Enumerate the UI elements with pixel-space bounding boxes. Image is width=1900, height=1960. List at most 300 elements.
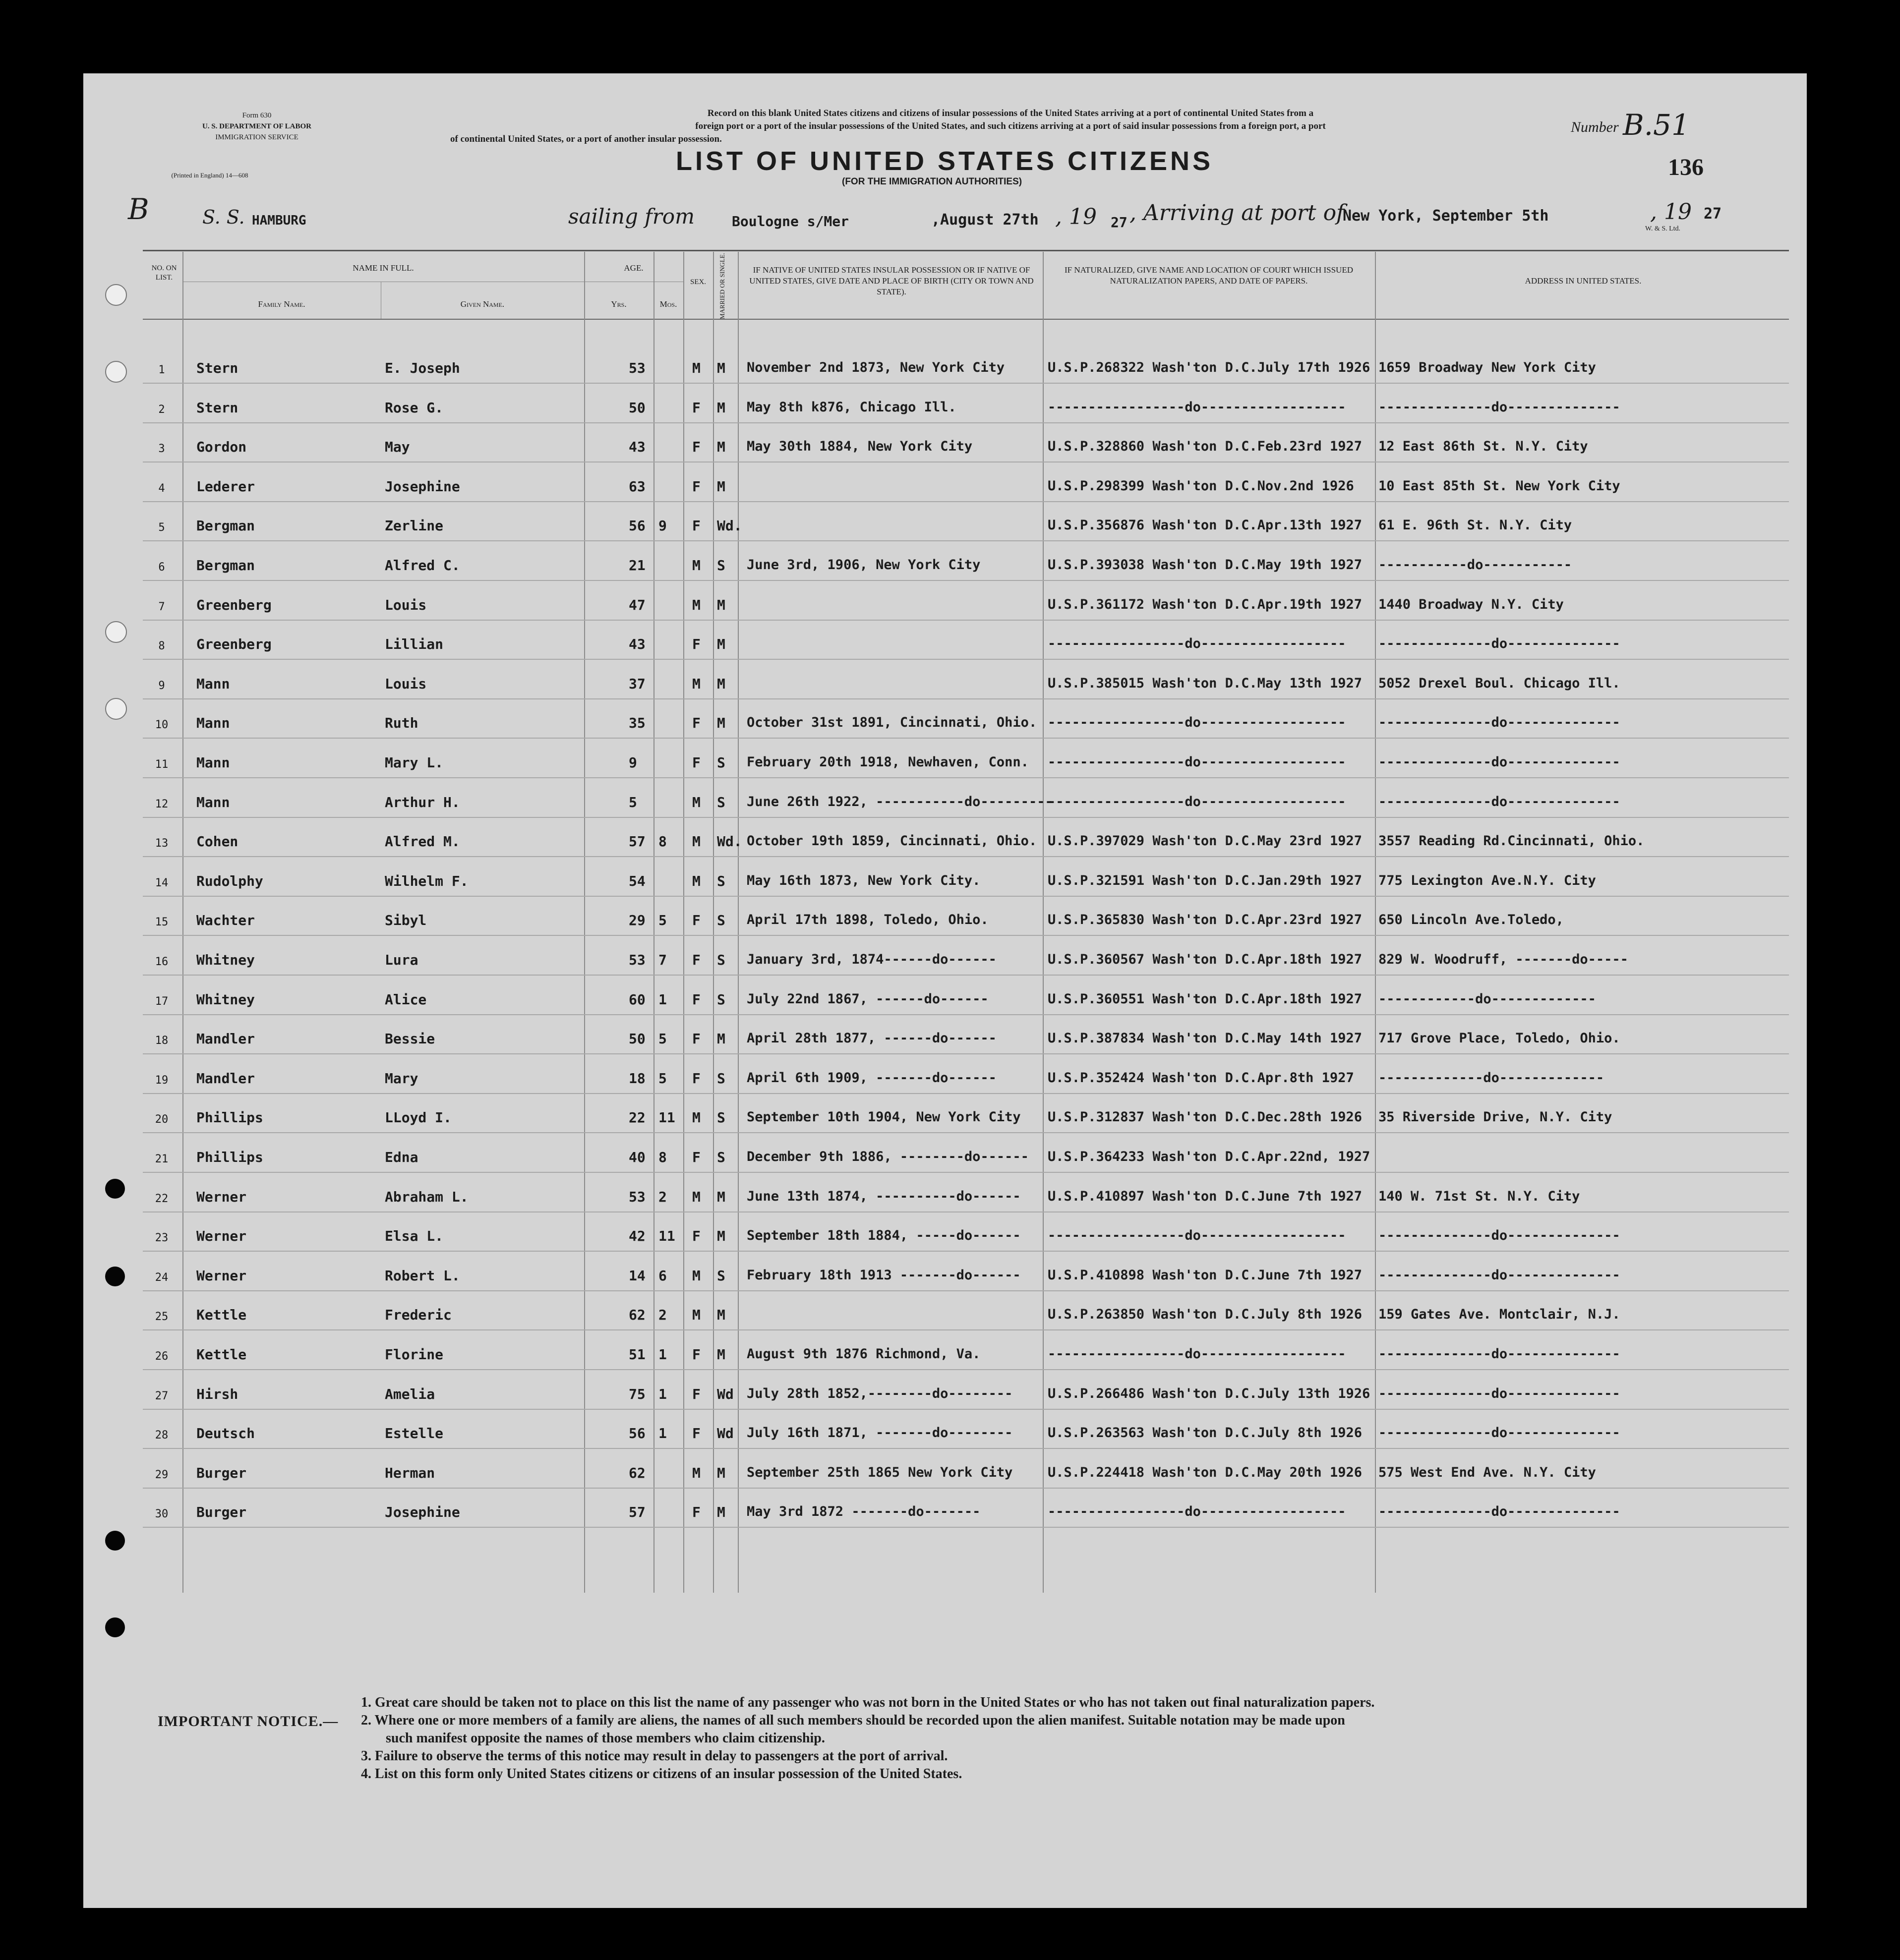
given-name: Zerline xyxy=(385,518,444,534)
row-number: 28 xyxy=(155,1429,169,1442)
family-name: Werner xyxy=(196,1228,247,1245)
row-number: 12 xyxy=(155,798,169,810)
given-name: Louis xyxy=(385,675,427,692)
row-line xyxy=(143,659,1789,660)
sex: M xyxy=(692,1307,701,1324)
birth-info: February 18th 1913 -------do------ xyxy=(747,1267,1021,1283)
family-name: Bergman xyxy=(196,557,255,574)
row-number: 26 xyxy=(155,1350,169,1363)
marital-status: Wd. xyxy=(717,518,742,534)
age-years: 56 xyxy=(629,518,646,534)
marital-status: M xyxy=(717,439,725,456)
birth-info: May 3rd 1872 -------do------- xyxy=(747,1504,981,1520)
birth-info: November 2nd 1873, New York City xyxy=(747,360,1005,375)
naturalization: U.S.P.266486 Wash'ton D.C.July 13th 1926 xyxy=(1048,1385,1370,1401)
given-name: Wilhelm F. xyxy=(385,872,469,889)
binder-hole-8 xyxy=(105,1617,125,1637)
birth-info: May 16th 1873, New York City. xyxy=(747,872,981,888)
address: 717 Grove Place, Toledo, Ohio. xyxy=(1378,1031,1620,1046)
binder-hole-4 xyxy=(105,698,127,720)
notice-label: IMPORTANT NOTICE.— xyxy=(158,1713,339,1729)
address: -------------do------------- xyxy=(1378,1070,1604,1086)
year-suffix-1: 27 xyxy=(1111,214,1128,231)
age-years: 9 xyxy=(629,754,637,771)
naturalization: U.S.P.397029 Wash'ton D.C.May 23rd 1927 xyxy=(1048,833,1362,849)
sailing-label: sailing from xyxy=(568,204,695,229)
sex: M xyxy=(692,872,701,889)
notice-item-2: 2. Where one or more members of a family are aliens, the names of all such members should be recorded upon the alien manifest. Suitable notation may be made upon xyxy=(361,1713,1345,1728)
age-years: 75 xyxy=(629,1385,646,1402)
marital-status: M xyxy=(717,1504,725,1521)
row-number: 30 xyxy=(155,1508,169,1521)
sex: F xyxy=(692,1070,701,1087)
service: IMMIGRATION SERVICE xyxy=(215,133,298,141)
col-family-name: Family Name. xyxy=(258,299,305,309)
age-years: 35 xyxy=(629,715,646,732)
sex: M xyxy=(692,794,701,810)
marital-status: S xyxy=(717,794,725,810)
marital-status: M xyxy=(717,1307,725,1324)
row-line xyxy=(143,1369,1789,1370)
row-line xyxy=(143,1014,1789,1015)
row-line xyxy=(143,422,1789,423)
binder-hole-2 xyxy=(105,361,127,383)
sex: F xyxy=(692,399,701,416)
row-line xyxy=(143,501,1789,502)
age-years: 21 xyxy=(629,557,646,574)
row-number: 25 xyxy=(155,1311,169,1324)
given-name: Josephine xyxy=(385,478,460,495)
birth-info: August 9th 1876 Richmond, Va. xyxy=(747,1346,981,1362)
naturalization: U.S.P.387834 Wash'ton D.C.May 14th 1927 xyxy=(1048,1031,1362,1046)
given-name: Mary xyxy=(385,1070,418,1087)
row-line xyxy=(143,935,1789,936)
naturalization: U.S.P.410897 Wash'ton D.C.June 7th 1927 xyxy=(1048,1188,1362,1204)
marital-status: S xyxy=(717,1149,725,1165)
family-name: Mann xyxy=(196,675,230,692)
notice-item-2b: such manifest opposite the names of those members who claim citizenship. xyxy=(386,1730,825,1746)
birth-info: December 9th 1886, --------do------ xyxy=(747,1149,1029,1164)
naturalization: U.S.P.385015 Wash'ton D.C.May 13th 1927 xyxy=(1048,675,1362,691)
age-years: 29 xyxy=(629,912,646,929)
sex: F xyxy=(692,754,701,771)
birth-info: April 17th 1898, Toledo, Ohio. xyxy=(747,912,989,928)
address: 5052 Drexel Boul. Chicago Ill. xyxy=(1378,675,1620,691)
age-months: 2 xyxy=(658,1307,667,1324)
col-line-5 xyxy=(713,252,714,1593)
sex: M xyxy=(692,557,701,574)
ship-name: HAMBURG xyxy=(252,213,306,228)
year-prefix-2: , 19 xyxy=(1650,199,1692,225)
marital-status: M xyxy=(717,1188,725,1205)
page-number: 136 xyxy=(1668,154,1704,180)
age-months: 1 xyxy=(658,991,667,1008)
col-no-on-list: NO. ON LIST. xyxy=(151,264,177,282)
row-line xyxy=(143,1527,1789,1528)
row-number: 7 xyxy=(158,600,165,613)
age-months: 6 xyxy=(658,1267,667,1284)
page-subtitle: (FOR THE IMMIGRATION AUTHORITIES) xyxy=(842,176,1022,187)
birth-info: April 6th 1909, -------do------ xyxy=(747,1070,997,1086)
age-months: 8 xyxy=(658,833,667,850)
row-number: 21 xyxy=(155,1153,169,1165)
form-number: Form 630 xyxy=(242,112,272,119)
row-number: 18 xyxy=(155,1035,169,1047)
family-name: Bergman xyxy=(196,518,255,534)
row-line xyxy=(143,1172,1789,1173)
marital-status: M xyxy=(717,360,725,376)
address: 12 East 86th St. N.Y. City xyxy=(1378,439,1588,455)
sex: M xyxy=(692,1109,701,1126)
age-months: 1 xyxy=(658,1385,667,1402)
row-number: 10 xyxy=(155,719,169,732)
given-name: Amelia xyxy=(385,1385,435,1402)
sailing-from: Boulogne s/Mer xyxy=(732,213,849,230)
number-label: Number xyxy=(1571,119,1619,135)
age-years: 51 xyxy=(629,1346,646,1363)
birth-info: September 25th 1865 New York City xyxy=(747,1464,1013,1480)
row-number: 3 xyxy=(158,443,165,456)
address: 650 Lincoln Ave.Toledo, xyxy=(1378,912,1564,928)
notice-item-1: 1. Great care should be taken not to place on this list the name of any passenger who was not born in the United States or who has not taken out final naturalization papers. xyxy=(361,1695,1375,1710)
sex: M xyxy=(692,675,701,692)
given-name: Arthur H. xyxy=(385,794,460,810)
address: --------------do-------------- xyxy=(1378,1385,1620,1401)
naturalization: U.S.P.352424 Wash'ton D.C.Apr.8th 1927 xyxy=(1048,1070,1354,1086)
birth-info: May 8th k876, Chicago Ill. xyxy=(747,399,956,415)
col-line-4 xyxy=(683,252,684,1593)
marital-status: S xyxy=(717,991,725,1008)
sex: F xyxy=(692,1031,701,1047)
row-number: 17 xyxy=(155,995,169,1008)
address: 775 Lexington Ave.N.Y. City xyxy=(1378,872,1596,888)
row-number: 13 xyxy=(155,837,169,850)
given-name: Alice xyxy=(385,991,427,1008)
address: --------------do-------------- xyxy=(1378,1504,1620,1520)
age-years: 53 xyxy=(629,952,646,968)
address: --------------do-------------- xyxy=(1378,715,1620,731)
naturalization: U.S.P.356876 Wash'ton D.C.Apr.13th 1927 xyxy=(1048,518,1362,533)
birth-info: June 13th 1874, ----------do------ xyxy=(747,1188,1021,1204)
age-years: 62 xyxy=(629,1307,646,1324)
row-line xyxy=(143,698,1789,699)
marital-status: Wd xyxy=(717,1385,734,1402)
age-years: 5 xyxy=(629,794,637,810)
marital-status: M xyxy=(717,1031,725,1047)
marital-status: M xyxy=(717,1346,725,1363)
naturalization: -----------------do------------------ xyxy=(1048,1504,1346,1520)
address: --------------do-------------- xyxy=(1378,1267,1620,1283)
printer-mark: W. & S. Ltd. xyxy=(1645,225,1681,232)
age-years: 47 xyxy=(629,596,646,613)
address: --------------do-------------- xyxy=(1378,754,1620,770)
row-number: 27 xyxy=(155,1389,169,1402)
margin-mark: B xyxy=(128,192,149,226)
address: ------------do------------- xyxy=(1378,991,1596,1007)
col-birth: IF NATIVE OF UNITED STATES INSULAR POSSESSION OR IF NATIVE OF UNITED STATES, GIVE DATE AND PLACE OF BIRTH (CITY OR TOWN AND STATE). xyxy=(749,265,1034,296)
family-name: Mann xyxy=(196,715,230,732)
marital-status: S xyxy=(717,872,725,889)
family-name: Werner xyxy=(196,1267,247,1284)
sex: F xyxy=(692,912,701,929)
row-number: 5 xyxy=(158,521,165,534)
given-name: Ruth xyxy=(385,715,418,732)
naturalization: U.S.P.365830 Wash'ton D.C.Apr.23rd 1927 xyxy=(1048,912,1362,928)
marital-status: S xyxy=(717,557,725,574)
marital-status: M xyxy=(717,675,725,692)
age-months: 5 xyxy=(658,1070,667,1087)
given-name: Sibyl xyxy=(385,912,427,929)
given-name: Abraham L. xyxy=(385,1188,469,1205)
family-name: Hirsh xyxy=(196,1385,238,1402)
naturalization: U.S.P.224418 Wash'ton D.C.May 20th 1926 xyxy=(1048,1464,1362,1480)
row-line xyxy=(143,1053,1789,1054)
marital-status: M xyxy=(717,399,725,416)
col-yrs: Yrs. xyxy=(611,299,627,309)
address: -----------do----------- xyxy=(1378,557,1572,573)
birth-info: May 30th 1884, New York City xyxy=(747,439,973,455)
manifest-sheet xyxy=(83,73,1807,1908)
col-line-1 xyxy=(182,252,183,1593)
row-line xyxy=(143,383,1789,384)
given-name: Bessie xyxy=(385,1031,435,1047)
row-line xyxy=(143,1211,1789,1212)
age-months: 1 xyxy=(658,1346,667,1363)
address: 1440 Broadway N.Y. City xyxy=(1378,596,1564,612)
given-name: Frederic xyxy=(385,1307,452,1324)
given-name: Louis xyxy=(385,596,427,613)
family-name: Phillips xyxy=(196,1109,263,1126)
sex: M xyxy=(692,1464,701,1481)
birth-info: February 20th 1918, Newhaven, Conn. xyxy=(747,754,1029,770)
address: 140 W. 71st St. N.Y. City xyxy=(1378,1188,1580,1204)
sex: M xyxy=(692,833,701,850)
address: --------------do-------------- xyxy=(1378,399,1620,415)
birth-info: January 3rd, 1874------do------ xyxy=(747,952,997,967)
family-name: Stern xyxy=(196,399,238,416)
binder-hole-1 xyxy=(105,284,127,306)
birth-info: June 3rd, 1906, New York City xyxy=(747,557,981,573)
given-name: Josephine xyxy=(385,1504,460,1521)
col-married-single: MARRIED OR SINGLE. xyxy=(718,253,726,319)
page-title: LIST OF UNITED STATES CITIZENS xyxy=(676,146,1213,176)
family-name: Wachter xyxy=(196,912,255,929)
age-years: 62 xyxy=(629,1464,646,1481)
row-number: 15 xyxy=(155,916,169,929)
binder-hole-3 xyxy=(105,621,127,643)
age-months: 1 xyxy=(658,1425,667,1442)
printed-note: (Printed in England) 14—608 xyxy=(171,172,248,179)
naturalization: U.S.P.298399 Wash'ton D.C.Nov.2nd 1926 xyxy=(1048,478,1354,494)
address: 10 East 85th St. New York City xyxy=(1378,478,1620,494)
given-name: Robert L. xyxy=(385,1267,460,1284)
given-name: Alfred C. xyxy=(385,557,460,574)
family-name: Gordon xyxy=(196,439,247,456)
given-name: Lillian xyxy=(385,636,444,653)
marital-status: M xyxy=(717,1228,725,1245)
row-line xyxy=(143,580,1789,581)
row-line xyxy=(143,461,1789,462)
family-name: Werner xyxy=(196,1188,247,1205)
address: 159 Gates Ave. Montclair, N.J. xyxy=(1378,1307,1620,1323)
row-line xyxy=(143,1132,1789,1133)
sex: F xyxy=(692,1346,701,1363)
age-months: 5 xyxy=(658,1031,667,1047)
age-years: 22 xyxy=(629,1109,646,1126)
row-line xyxy=(143,1329,1789,1330)
age-years: 53 xyxy=(629,360,646,376)
sex: F xyxy=(692,715,701,732)
naturalization: U.S.P.410898 Wash'ton D.C.June 7th 1927 xyxy=(1048,1267,1362,1283)
given-name: May xyxy=(385,439,410,456)
record-instructions-2: foreign port or a port of the insular possessions of the United States, and such citizens arriving at a port of said insular possessions from a foreign port, a port xyxy=(695,121,1326,131)
arrival-port: New York, September 5th xyxy=(1343,207,1549,225)
row-line xyxy=(143,540,1789,541)
number-value: B.51 xyxy=(1623,108,1690,142)
naturalization: U.S.P.361172 Wash'ton D.C.Apr.19th 1927 xyxy=(1048,596,1362,612)
marital-status: S xyxy=(717,1267,725,1284)
given-name: Florine xyxy=(385,1346,444,1363)
row-number: 16 xyxy=(155,956,169,968)
naturalization: -----------------do------------------ xyxy=(1048,715,1346,731)
sex: M xyxy=(692,360,701,376)
family-name: Mann xyxy=(196,754,230,771)
marital-status: S xyxy=(717,754,725,771)
marital-status: M xyxy=(717,596,725,613)
birth-info: April 28th 1877, ------do------ xyxy=(747,1031,997,1046)
table-header-border xyxy=(143,319,1789,320)
row-line xyxy=(143,1093,1789,1094)
marital-status: M xyxy=(717,1464,725,1481)
age-years: 57 xyxy=(629,1504,646,1521)
row-line xyxy=(143,817,1789,818)
family-name: Whitney xyxy=(196,952,255,968)
age-years: 50 xyxy=(629,399,646,416)
marital-status: S xyxy=(717,952,725,968)
row-number: 1 xyxy=(158,364,165,376)
age-years: 54 xyxy=(629,872,646,889)
marital-status: M xyxy=(717,636,725,653)
naturalization: U.S.P.364233 Wash'ton D.C.Apr.22nd, 1927 xyxy=(1048,1149,1370,1164)
arriving-label: , Arriving at port of xyxy=(1129,200,1345,226)
sex: F xyxy=(692,518,701,534)
family-name: Kettle xyxy=(196,1346,247,1363)
row-line xyxy=(143,620,1789,621)
row-number: 20 xyxy=(155,1113,169,1126)
naturalization: U.S.P.312837 Wash'ton D.C.Dec.28th 1926 xyxy=(1048,1109,1362,1125)
col-mos: Mos. xyxy=(659,299,677,309)
age-years: 63 xyxy=(629,478,646,495)
given-name: Alfred M. xyxy=(385,833,460,850)
naturalization: U.S.P.263850 Wash'ton D.C.July 8th 1926 xyxy=(1048,1307,1362,1323)
address: --------------do-------------- xyxy=(1378,1346,1620,1362)
address: 61 E. 96th St. N.Y. City xyxy=(1378,518,1572,533)
col-name-in-full: NAME IN FULL. xyxy=(353,263,414,273)
naturalization: U.S.P.360551 Wash'ton D.C.Apr.18th 1927 xyxy=(1048,991,1362,1007)
family-name: Whitney xyxy=(196,991,255,1008)
birth-info: October 31st 1891, Cincinnati, Ohio. xyxy=(747,715,1037,731)
birth-info: July 22nd 1867, ------do------ xyxy=(747,991,989,1007)
given-name: Herman xyxy=(385,1464,435,1481)
given-name: Rose G. xyxy=(385,399,444,416)
notice-item-4: 4. List on this form only United States citizens or citizens of an insular possession of the United States. xyxy=(361,1766,962,1782)
marital-status: Wd xyxy=(717,1425,734,1442)
naturalization: -----------------do------------------ xyxy=(1048,1228,1346,1244)
address: 1659 Broadway New York City xyxy=(1378,360,1596,375)
given-name: LLoyd I. xyxy=(385,1109,452,1126)
address: --------------do-------------- xyxy=(1378,1228,1620,1244)
age-years: 56 xyxy=(629,1425,646,1442)
sex: F xyxy=(692,991,701,1008)
naturalization: -----------------do------------------ xyxy=(1048,1346,1346,1362)
address: 829 W. Woodruff, -------do----- xyxy=(1378,952,1628,967)
age-years: 37 xyxy=(629,675,646,692)
row-line xyxy=(143,856,1789,857)
age-months: 7 xyxy=(658,952,667,968)
col-sex: SEX. xyxy=(690,278,707,286)
row-number: 4 xyxy=(158,482,165,495)
col-line-3 xyxy=(653,252,654,1593)
col-age: AGE. xyxy=(624,263,644,273)
row-line xyxy=(143,975,1789,976)
row-line xyxy=(143,1409,1789,1410)
row-number: 14 xyxy=(155,876,169,889)
table-top-border xyxy=(143,250,1789,251)
naturalization: U.S.P.360567 Wash'ton D.C.Apr.18th 1927 xyxy=(1048,952,1362,967)
row-number: 24 xyxy=(155,1271,169,1284)
row-line xyxy=(143,1251,1789,1252)
col-naturalized: IF NATURALIZED, GIVE NAME AND LOCATION OF COURT WHICH ISSUED NATURALIZATION PAPERS, AND DATE OF PAPERS. xyxy=(1064,265,1353,286)
naturalization: U.S.P.321591 Wash'ton D.C.Jan.29th 1927 xyxy=(1048,872,1362,888)
sex: F xyxy=(692,1228,701,1245)
naturalization: U.S.P.328860 Wash'ton D.C.Feb.23rd 1927 xyxy=(1048,439,1362,455)
family-name: Phillips xyxy=(196,1149,263,1165)
row-line xyxy=(143,1448,1789,1449)
binder-hole-5 xyxy=(105,1179,125,1199)
col-line-2 xyxy=(584,252,585,1593)
age-months: 9 xyxy=(658,518,667,534)
sex: M xyxy=(692,1267,701,1284)
given-name: Lura xyxy=(385,952,418,968)
year-suffix-2: 27 xyxy=(1704,205,1722,223)
naturalization: -----------------do------------------ xyxy=(1048,636,1346,652)
col-line-7 xyxy=(1043,252,1044,1593)
year-prefix-1: , 19 xyxy=(1055,204,1097,230)
age-months: 5 xyxy=(658,912,667,929)
row-number: 2 xyxy=(158,403,165,416)
naturalization: U.S.P.393038 Wash'ton D.C.May 19th 1927 xyxy=(1048,557,1362,573)
sex: M xyxy=(692,596,701,613)
row-number: 23 xyxy=(155,1232,169,1245)
row-number: 9 xyxy=(158,679,165,692)
age-months: 2 xyxy=(658,1188,667,1205)
sex: F xyxy=(692,1385,701,1402)
address: 3557 Reading Rd.Cincinnati, Ohio. xyxy=(1378,833,1645,849)
address: 575 West End Ave. N.Y. City xyxy=(1378,1464,1596,1480)
given-name: Mary L. xyxy=(385,754,444,771)
row-number: 11 xyxy=(155,758,169,771)
col-line-6 xyxy=(738,252,739,1593)
marital-status: S xyxy=(717,1109,725,1126)
family-name: Deutsch xyxy=(196,1425,255,1442)
given-name: Elsa L. xyxy=(385,1228,444,1245)
marital-status: S xyxy=(717,912,725,929)
sail-date: ,August 27th xyxy=(931,211,1039,229)
family-name: Stern xyxy=(196,360,238,376)
age-years: 60 xyxy=(629,991,646,1008)
row-line xyxy=(143,896,1789,897)
family-name: Kettle xyxy=(196,1307,247,1324)
